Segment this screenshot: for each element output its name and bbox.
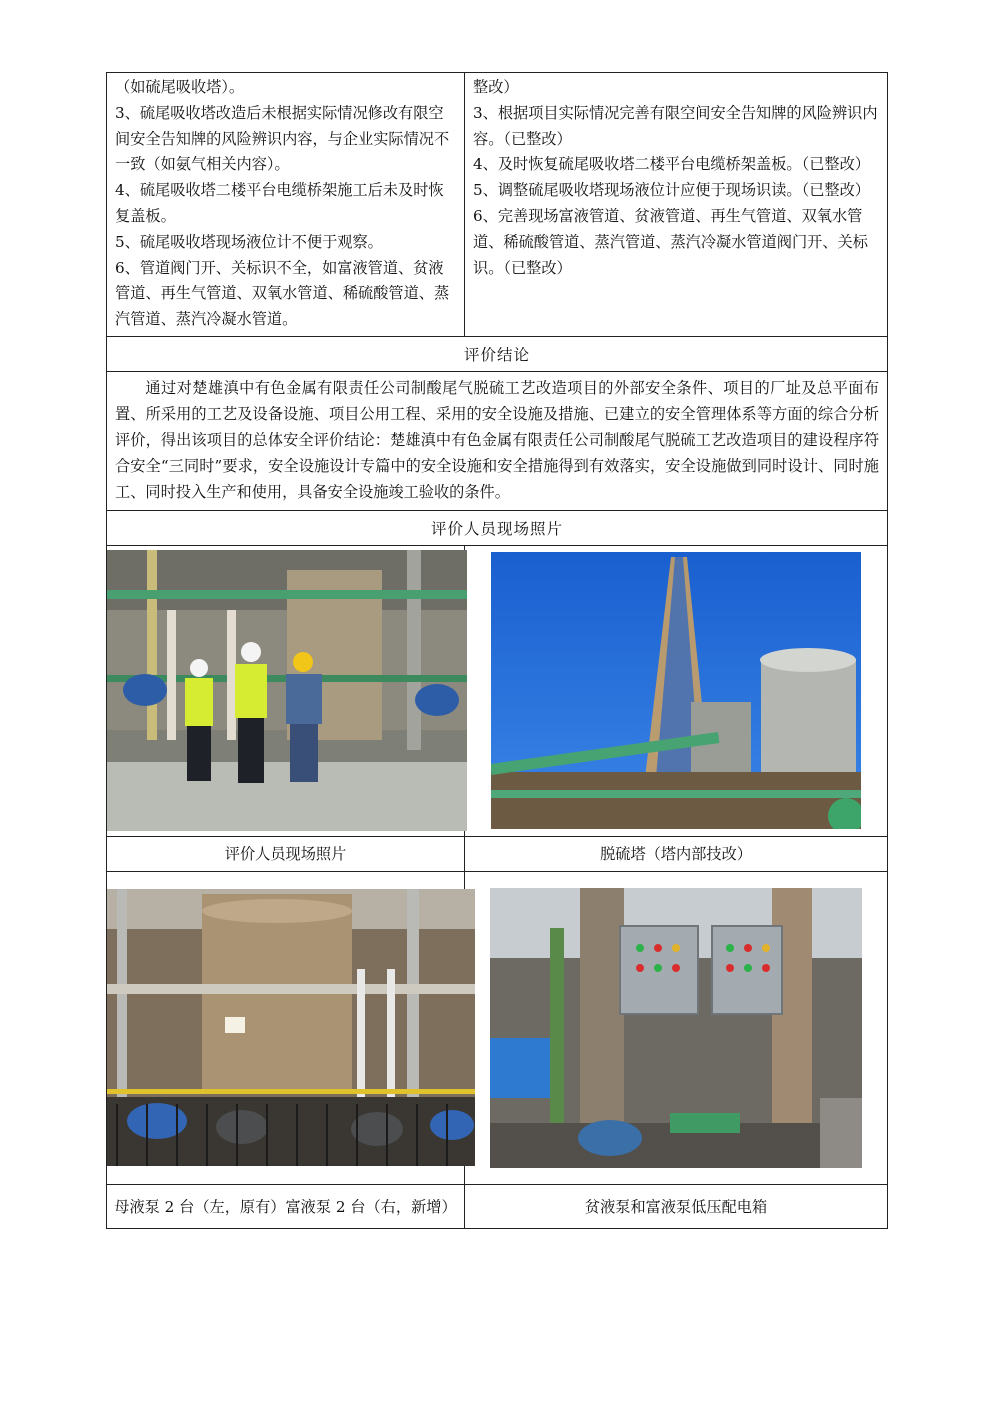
conclusion-heading: 评价结论 [107, 336, 888, 371]
report-table [106, 72, 888, 1229]
issue-line: 4、硫尾吸收塔二楼平台电缆桥架施工后未及时恢复盖板。 [115, 181, 444, 225]
issue-line: 6、管道阀门开、关标识不全，如富液管道、贫液管道、再生气管道、双氧水管道、稀硫酸管道、蒸汽管道、蒸汽冷凝水管道。 [115, 258, 450, 329]
photo-row-1 [107, 545, 888, 836]
photo-caption: 评价人员现场照片 [107, 836, 465, 871]
issue-line: 5、硫尾吸收塔现场液位计不便于观察。 [115, 232, 383, 251]
issues-found-cell [107, 73, 465, 337]
desulfurization-tower-photo [491, 552, 861, 829]
rectification-line: 3、根据项目实际情况完善有限空间安全告知牌的风险辨识内容。（已整改） [473, 103, 878, 148]
staff-onsite-photo [107, 550, 467, 831]
control-box-photo [490, 888, 862, 1168]
pump-area-photo [107, 889, 475, 1166]
conclusion-heading-row [107, 336, 888, 371]
photo-row-2 [107, 871, 888, 1184]
caption-row-2 [107, 1184, 888, 1228]
photo-caption: 母液泵 2 台（左，原有）富液泵 2 台（右，新增） [107, 1184, 465, 1228]
photos-heading-row [107, 510, 888, 545]
issue-line: 3、硫尾吸收塔改造后未根据实际情况修改有限空间安全告知牌的风险辨识内容，与企业实际情况不一致（如氨气相关内容）。 [115, 103, 450, 174]
rectification-line: 6、完善现场富液管道、贫液管道、再生气管道、双氧水管道、稀硫酸管道、蒸汽管道、蒸汽冷凝水管道阀门开、关标识。（已整改） [473, 206, 868, 277]
report-page [106, 72, 887, 1229]
conclusion-text: 通过对楚雄滇中有色金属有限责任公司制酸尾气脱硫工艺改造项目的外部安全条件、项目的厂址及总平面布置、所采用的工艺及设备设施、项目公用工程、采用的安全设施及措施、已建立的安全管理体系等方面的综合分析评价，得出该项目的总体安全评价结论：楚雄滇中有色金属有限责任公司制酸尾气脱硫工艺改造项目的建设程序符合安全“三同时”要求，安全设施设计专篇中的安全设施和安全措施得到有效落实，安全设施做到同时设计、同时施工、同时投入生产和使用，具备安全设施竣工验收的条件。 [115, 378, 879, 501]
issues-row [107, 73, 888, 337]
caption-row-1 [107, 836, 888, 871]
photo-caption: 贫液泵和富液泵低压配电箱 [465, 1184, 888, 1228]
photo-caption: 脱硫塔（塔内部技改） [465, 836, 888, 871]
rectification-line: 4、及时恢复硫尾吸收塔二楼平台电缆桥架盖板。（已整改） [473, 155, 870, 174]
conclusion-row [107, 371, 888, 510]
rectification-line: 5、调整硫尾吸收塔现场液位计应便于现场识读。（已整改） [473, 181, 870, 200]
rectification-cell [465, 73, 888, 337]
photos-heading: 评价人员现场照片 [107, 510, 888, 545]
issue-line: （如硫尾吸收塔）。 [115, 78, 245, 96]
rectification-line: 整改） [473, 78, 519, 96]
